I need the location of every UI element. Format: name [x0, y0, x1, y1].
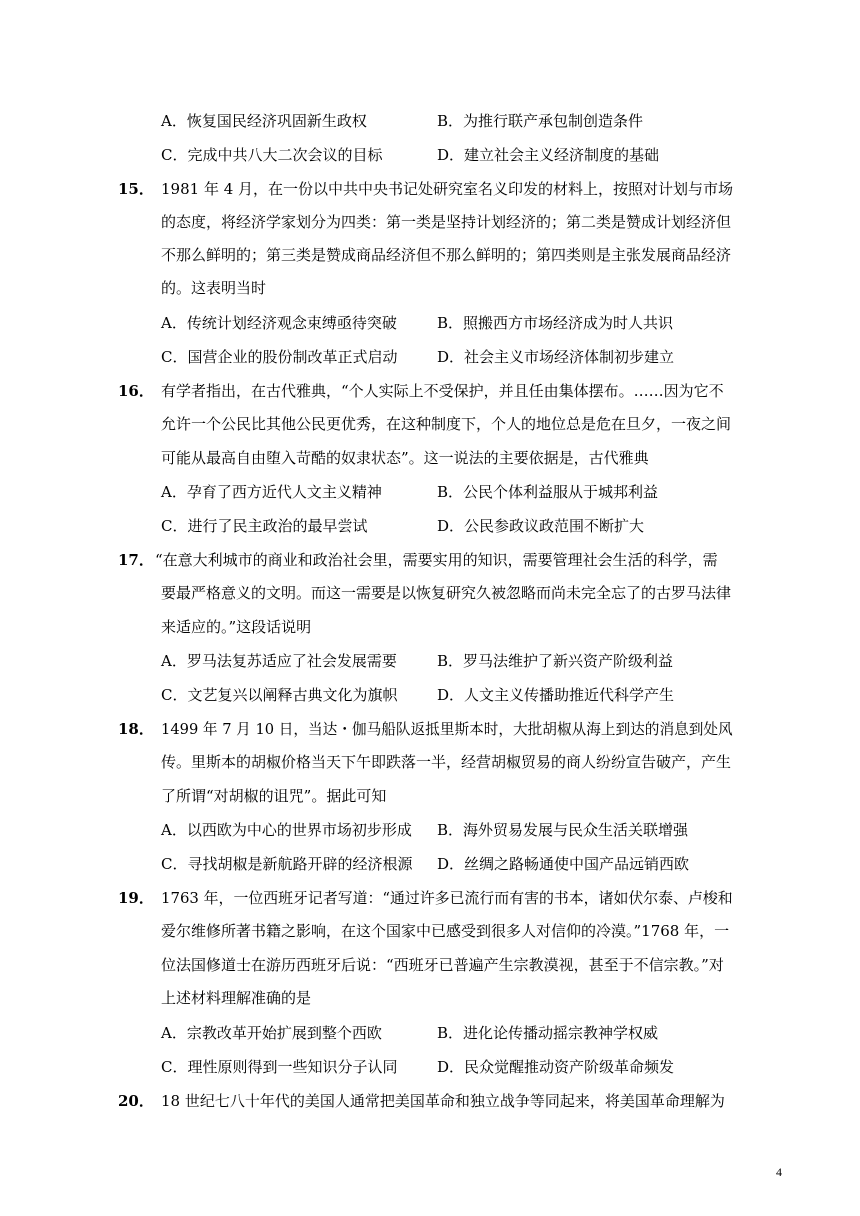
page-number: 4	[776, 1165, 782, 1179]
q19-option-c: C．理性原则得到一些知识分子认同	[161, 1058, 398, 1076]
q19-option-d: D．民众觉醒推动资产阶级革命频发	[437, 1058, 675, 1076]
q16-stem-line-1: 有学者指出，在古代雅典，“个人实际上不受保护，并且任由集体摆布。……因为它不	[161, 382, 724, 400]
q19-stem-line-3: 位法国修道士在游历西班牙后说：“西班牙已普遍产生宗教漠视，甚至于不信宗教。”对	[161, 956, 724, 974]
q17-stem-line-2: 要最严格意义的文明。而这一需要是以恢复研究久被忽略而尚未完全忘了的古罗马法律	[161, 584, 732, 602]
q16-option-d: D．公民参政议政范围不断扩大	[437, 517, 645, 535]
q14-option-a: A．恢复国民经济巩固新生政权	[161, 112, 367, 130]
q19-number: 19．	[118, 889, 154, 907]
q20-number: 20．	[118, 1092, 154, 1110]
q18-stem-line-1: 1499 年 7 月 10 日，当达・伽马船队返抵里斯本时，大批胡椒从海上到达的消息到处风	[161, 720, 733, 738]
q15-stem-line-1: 1981 年 4 月，在一份以中共中央书记处研究室名义印发的材料上，按照对计划与市场	[161, 180, 734, 198]
q15-stem-line-2: 的态度，将经济学家划分为四类：第一类是坚持计划经济的；第二类是赞成计划经济但	[161, 213, 732, 231]
q17-stem-line-3: 来适应的。”这段话说明	[161, 618, 312, 636]
q15-number: 15．	[118, 180, 154, 198]
q17-stem-line-1: “在意大利城市的商业和政治社会里，需要实用的知识，需要管理社会生活的科学，需	[155, 551, 718, 569]
q18-option-a: A．以西欧为中心的世界市场初步形成	[161, 821, 412, 839]
q14-option-c: C．完成中共八大二次会议的目标	[161, 146, 383, 164]
q15-option-c: C．国营企业的股份制改革正式启动	[161, 348, 398, 366]
q17-option-a: A．罗马法复苏适应了社会发展需要	[161, 652, 397, 670]
q16-stem-line-3: 可能从最高自由堕入苛酷的奴隶状态”。这一说法的主要依据是，古代雅典	[161, 449, 649, 467]
q14-option-b: B．为推行联产承包制创造条件	[437, 112, 644, 130]
q18-option-b: B．海外贸易发展与民众生活关联增强	[437, 821, 689, 839]
q17-number: 17．	[118, 551, 154, 569]
q19-option-a: A．宗教改革开始扩展到整个西欧	[161, 1024, 382, 1042]
q15-stem-line-3: 不那么鲜明的；第三类是赞成商品经济但不那么鲜明的；第四类则是主张发展商品经济	[161, 246, 732, 264]
q18-stem-line-2: 传。里斯本的胡椒价格当天下午即跌落一半，经营胡椒贸易的商人纷纷宣告破产，产生	[161, 753, 732, 771]
q18-stem-line-3: 了所谓“对胡椒的诅咒”。据此可知	[161, 787, 387, 805]
q14-option-d: D．建立社会主义经济制度的基础	[437, 146, 660, 164]
q16-number: 16．	[118, 382, 154, 400]
q18-number: 18．	[118, 720, 154, 738]
q17-option-b: B．罗马法维护了新兴资产阶级利益	[437, 652, 674, 670]
q19-stem-line-2: 爱尔维修所著书籍之影响，在这个国家中已感受到很多人对信仰的冷漠。”1768 年，一	[161, 922, 730, 940]
q15-option-b: B．照搬西方市场经济成为时人共识	[437, 314, 674, 332]
q16-stem-line-2: 允许一个公民比其他公民更优秀，在这种制度下，个人的地位总是危在旦夕，一夜之间	[161, 415, 732, 433]
q17-option-d: D．人文主义传播助推近代科学产生	[437, 686, 675, 704]
q16-option-b: B．公民个体利益服从于城邦利益	[437, 483, 659, 501]
q19-option-b: B．进化论传播动摇宗教神学权威	[437, 1024, 659, 1042]
q16-option-c: C．进行了民主政治的最早尝试	[161, 517, 368, 535]
q18-option-d: D．丝绸之路畅通使中国产品远销西欧	[437, 855, 690, 873]
q20-stem-line-1: 18 世纪七八十年代的美国人通常把美国革命和独立战争等同起来，将美国革命理解为	[161, 1092, 725, 1110]
q15-stem-line-4: 的。这表明当时	[161, 279, 267, 297]
q18-option-c: C．寻找胡椒是新航路开辟的经济根源	[161, 855, 413, 873]
q15-option-a: A．传统计划经济观念束缚亟待突破	[161, 314, 397, 332]
q19-stem-line-4: 上述材料理解准确的是	[161, 989, 312, 1007]
q16-option-a: A．孕育了西方近代人文主义精神	[161, 483, 382, 501]
q17-option-c: C．文艺复兴以阐释古典文化为旗帜	[161, 686, 398, 704]
q19-stem-line-1: 1763 年，一位西班牙记者写道：“通过许多已流行而有害的书本，诸如伏尔泰、卢梭和	[161, 889, 733, 907]
q15-option-d: D．社会主义市场经济体制初步建立	[437, 348, 675, 366]
